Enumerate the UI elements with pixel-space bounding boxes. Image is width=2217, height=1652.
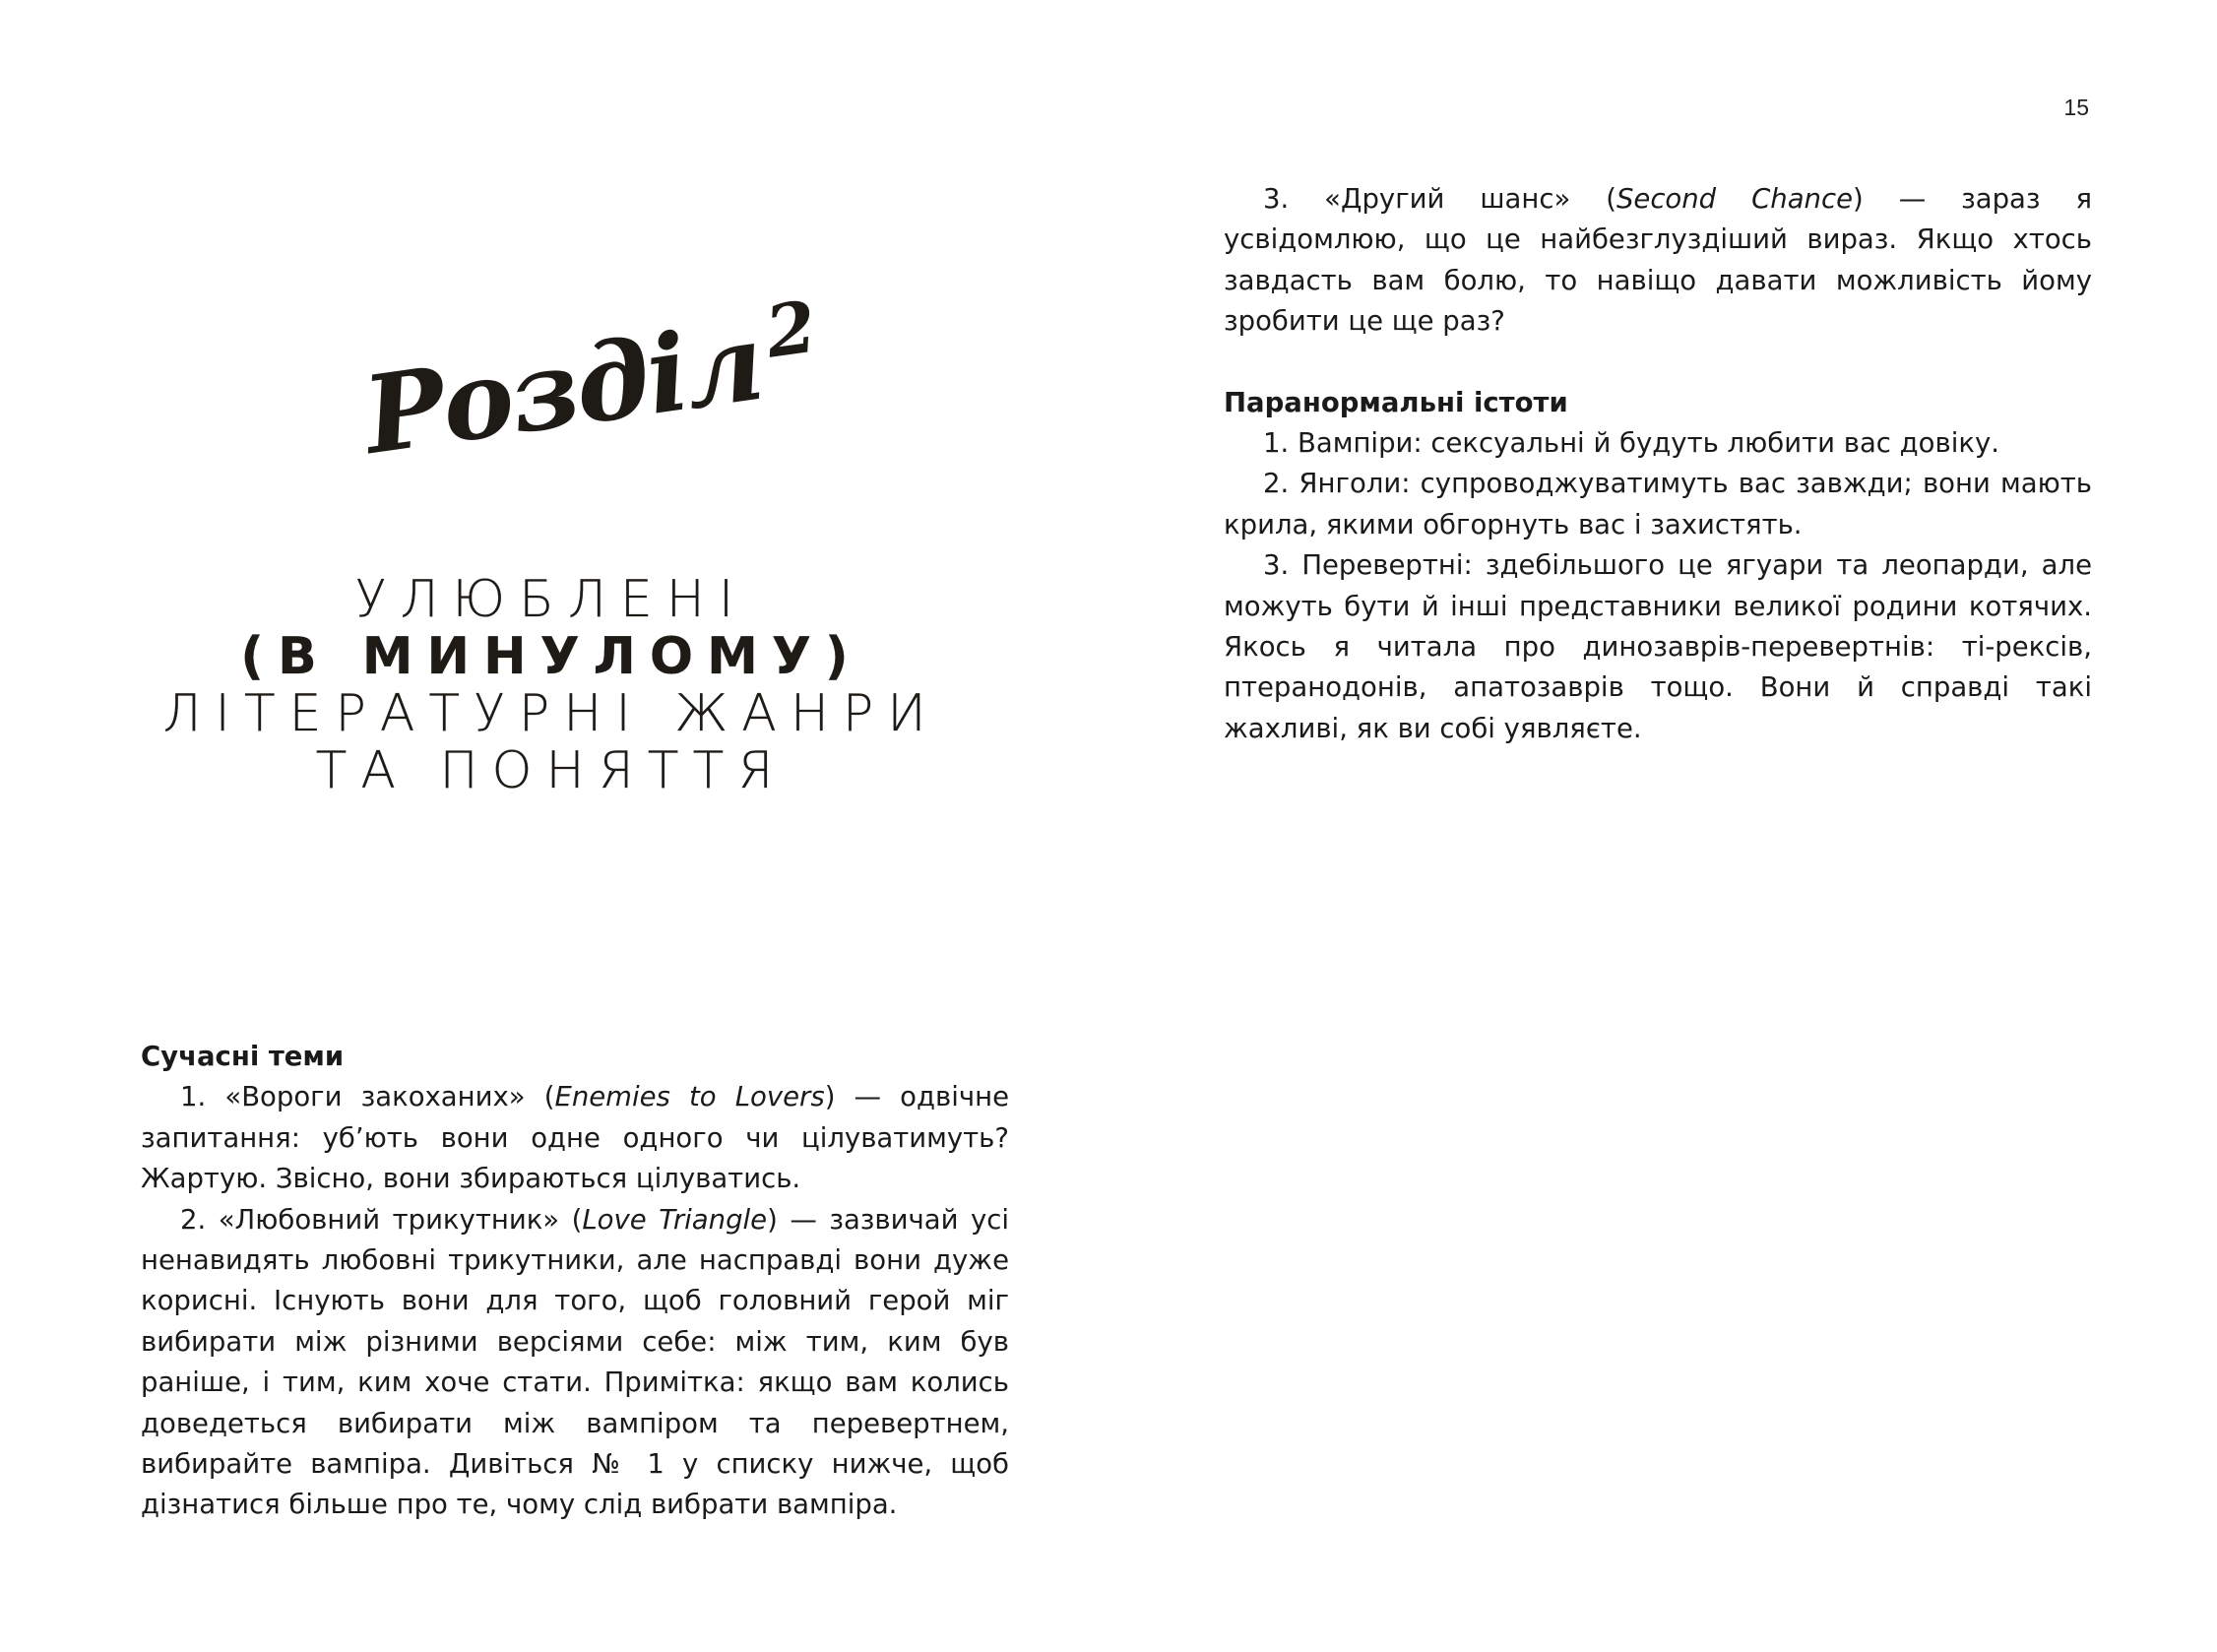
list-item bbox=[141, 1200, 1009, 1526]
chapter-title-line: (В МИНУЛОМУ) bbox=[240, 627, 862, 686]
item-text: 1. «Вороги закоханих» ( bbox=[180, 1081, 555, 1113]
list-item: 3. Перевертні: здебільшого це ягуари та леопарди, але можуть бути й інші представники великої родини котячих. Якось я читала про динозаврів-перевертнів: ті-рексів, птеранодонів, апатозаврів тощо. Вони й справді такі жахливі, як ви собі уявляєте. bbox=[1224, 549, 2092, 744]
left-column bbox=[141, 1037, 1009, 1526]
item-english-term: Enemies to Lovers bbox=[554, 1081, 825, 1113]
item-text: 2. «Любовний трикутник» ( bbox=[180, 1203, 583, 1236]
page-number: 15 bbox=[2063, 95, 2089, 120]
list-item: 2. Янголи: супроводжуватимуть вас завжди; вони мають крила, якими обгорнуть вас і захистять. bbox=[1224, 468, 2092, 540]
item-text: ) — зазвичай усі ненавидять любовні трикутники, але насправді вони дуже корисні. Існують вони для того, щоб головний герой міг вибирати між різними версіями себе: між тим, ким був раніше, і тим, ким хоче стати. Примітка: якщо вам колись доведеться вибирати між вампіром та перевертнем, вибирайте вампіра. Дивіться № 1 у списку нижче, щоб дізнатися більше про те, чому слід вибрати вампіра. bbox=[141, 1203, 1009, 1521]
item-text: 3. «Другий шанс» ( bbox=[1263, 183, 1616, 215]
chapter-script-heading bbox=[356, 284, 820, 478]
list-item bbox=[1224, 179, 2092, 343]
chapter-title-line: ТА ПОНЯТТЯ bbox=[315, 741, 788, 800]
section-heading-modern-themes: Сучасні теми bbox=[141, 1041, 345, 1072]
item-text: ) — зараз я усвідомлюю, що це найбезглуздіший вираз. Якщо хтось завдасть вам болю, то навіщо давати можливість йому зробити це ще раз? bbox=[1224, 183, 2092, 338]
right-column bbox=[1224, 179, 2092, 749]
list-item: 1. Вампіри: сексуальні й будуть любити вас довіку. bbox=[1263, 427, 1999, 460]
item-english-term: Love Triangle bbox=[582, 1203, 768, 1236]
paragraph-gap bbox=[1224, 343, 2092, 383]
item-text: ) — одвічне запитання: уб’ють вони одне одного чи цілуватимуть? Жартую. Звісно, вони збираються цілуватись. bbox=[141, 1081, 1009, 1195]
item-english-term: Second Chance bbox=[1615, 183, 1854, 215]
section-heading-paranormal: Паранормальні істоти bbox=[1224, 386, 1568, 418]
chapter-title-line: ЛІТЕРАТУРНІ ЖАНРИ bbox=[162, 684, 940, 743]
chapter-script-word: Розділ bbox=[356, 299, 770, 478]
chapter-title bbox=[138, 571, 965, 799]
chapter-script-number: 2 bbox=[760, 284, 820, 374]
list-item bbox=[141, 1077, 1009, 1199]
chapter-title-line: УЛЮБЛЕНІ bbox=[354, 570, 748, 629]
